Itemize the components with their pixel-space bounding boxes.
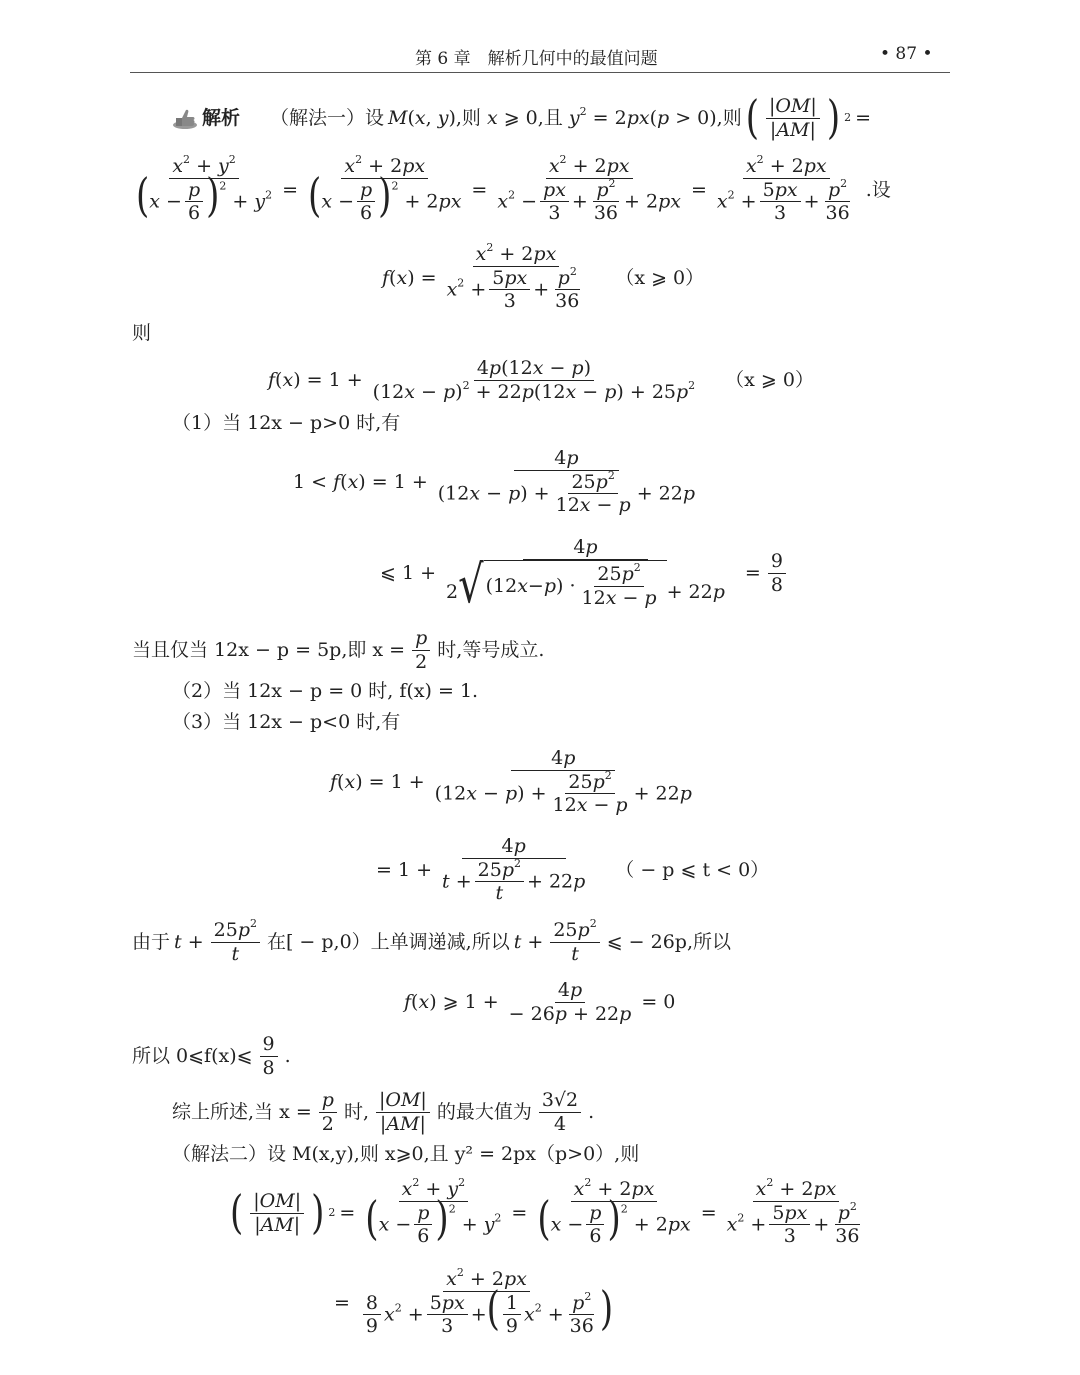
ratio-chain: $x^2 + y^2$ (x − $\frac{p}{6}$ )$^2 + y^2$ = $x^2 + 2px$ (x − $\frac{p}{6}$ )$^2$ + 2px = $x^2 + 2px$ $x^2$ − $\frac{px}{3}$ + $\frac{p^2}{36}$ + 2px = $x^2 + 2px$ $x^2$ + $\frac{5px}{3}$ + $\frac{p^2}{36}$ .设 bbox=[136, 152, 891, 225]
fx-definition: f(x) = $x^2 + 2px$ $x^2$ + $\frac{5px}{3}$ + $\frac{p^2}{36}$ （x ⩾ 0） bbox=[382, 240, 705, 313]
case3-bound: f(x) ⩾ 1 + $\frac{4p}{- 26p + 22p}$ = 0 bbox=[404, 978, 676, 1025]
analysis-label: 解析 bbox=[202, 106, 241, 129]
header-rule bbox=[130, 72, 950, 73]
summary-text-b: 时, bbox=[343, 1100, 369, 1123]
case3-substitution: = 1 + 4p t + $\frac{25p^2}{t}$ + 22p （ − p ⩽ t < 0） bbox=[376, 834, 770, 905]
case1-text: （1）当 12x − p>0 时,有 bbox=[172, 412, 401, 434]
since-bound-text: ⩽ − 26p,所以 bbox=[606, 930, 732, 953]
then-word: 则 bbox=[132, 322, 152, 344]
case1-bound: ⩽ 1 + 4p 2 √ (12 x − p ) · $\frac{25p^2}{12x - p}$ + 22p = $\frac{9}{8}$ bbox=[380, 530, 789, 616]
monotonic-statement: 由于 t + $\frac{25p^2}{t}$ 在[ − p,0）上单调递减,所以 t + $\frac{25p^2}{t}$ ⩽ − 26p,所以 bbox=[132, 916, 732, 965]
analysis-badge bbox=[172, 106, 240, 130]
equality-text: 当且仅当 12x − p = 5p,即 x = bbox=[132, 638, 406, 661]
since-interval-text: 在[ − p,0）上单调递减,所以 bbox=[266, 930, 510, 953]
solution2-split: = $x^2 + 2px$ $\frac{8}{9}$ $x^2$ + $\frac{5px}{3}$ +( $\frac{1}{9}$ $x^2$ + $\frac{p^2}{36}$ ) bbox=[334, 1265, 614, 1338]
solution-intro-line: 解析 （解法一）设 M(x, y),则 x ⩾ 0,且 $y^2 = 2px(p > 0)$,则 ( $\frac{|OM|}{|AM|}$ ) 2 = bbox=[172, 96, 871, 140]
equality-condition: 当且仅当 12x − p = 5p,即 x = $\frac{p}{2}$ 时,等号成立. bbox=[132, 626, 545, 673]
case3-equation: f(x) = 1 + 4p (12x − p) + $\frac{25p^2}{12x - p}$ + 22p bbox=[330, 746, 692, 817]
t-range: （ − p ⩽ t < 0） bbox=[615, 858, 770, 881]
thumbs-up-icon bbox=[172, 106, 198, 130]
domain-condition-2: （x ⩾ 0） bbox=[725, 368, 814, 391]
summary-text-c: 的最大值为 bbox=[436, 1100, 532, 1123]
page-number: • 87 • bbox=[880, 44, 933, 64]
summary-text-a: 综上所述,当 x = bbox=[172, 1100, 312, 1123]
range-text: 所以 0⩽f(x)⩽ bbox=[132, 1044, 253, 1067]
solution2-chain: ( $\frac{|OM|}{|AM|}$ ) 2 = $x^2 + y^2$ (x − $\frac{p}{6}$ )$^2 + y^2$ = $x^2 + 2px$ (x − $\frac{p}{6}$ )$^2$ + 2px = $x^2 + 2px$ $x^2$ + $\frac{5px}{3}$ + $\frac{p^2}{36}$ bbox=[230, 1175, 860, 1248]
case3-text: （3）当 12x − p<0 时,有 bbox=[172, 711, 401, 733]
since-word: 由于 bbox=[132, 930, 171, 953]
set-word: .设 bbox=[865, 178, 891, 201]
fx-transformed: f(x) = 1 + $\frac{4p(12x - p)}{(12x - p)^2 + 22p(12x - p) + 25p^2}$ （x ⩾ 0） bbox=[268, 356, 814, 403]
domain-condition-1: （x ⩾ 0） bbox=[615, 266, 705, 289]
solution1-label: （解法一）设 bbox=[270, 106, 385, 129]
solution2-intro: （解法二）设 M(x,y),则 x⩾0,且 y² = 2px（p>0）,则 bbox=[172, 1143, 640, 1165]
case1-inequality: 1 < f(x) = 1 + 4p (12x − p) + $\frac{25p^2}{12x - p}$ + 22p bbox=[293, 446, 695, 517]
summary: 综上所述,当 x = $\frac{p}{2}$ 时, $\frac{|OM|}{|AM|}$ 的最大值为 $\frac{3√2}{4}$ . bbox=[172, 1088, 595, 1135]
chapter-title: 第 6 章 解析几何中的最值问题 bbox=[415, 49, 658, 69]
case2-text: （2）当 12x − p = 0 时, f(x) = 1. bbox=[172, 680, 479, 702]
equality-tail: 时,等号成立. bbox=[437, 638, 545, 661]
range-conclusion: 所以 0⩽f(x)⩽ $\frac{9}{8}$ . bbox=[132, 1032, 291, 1079]
